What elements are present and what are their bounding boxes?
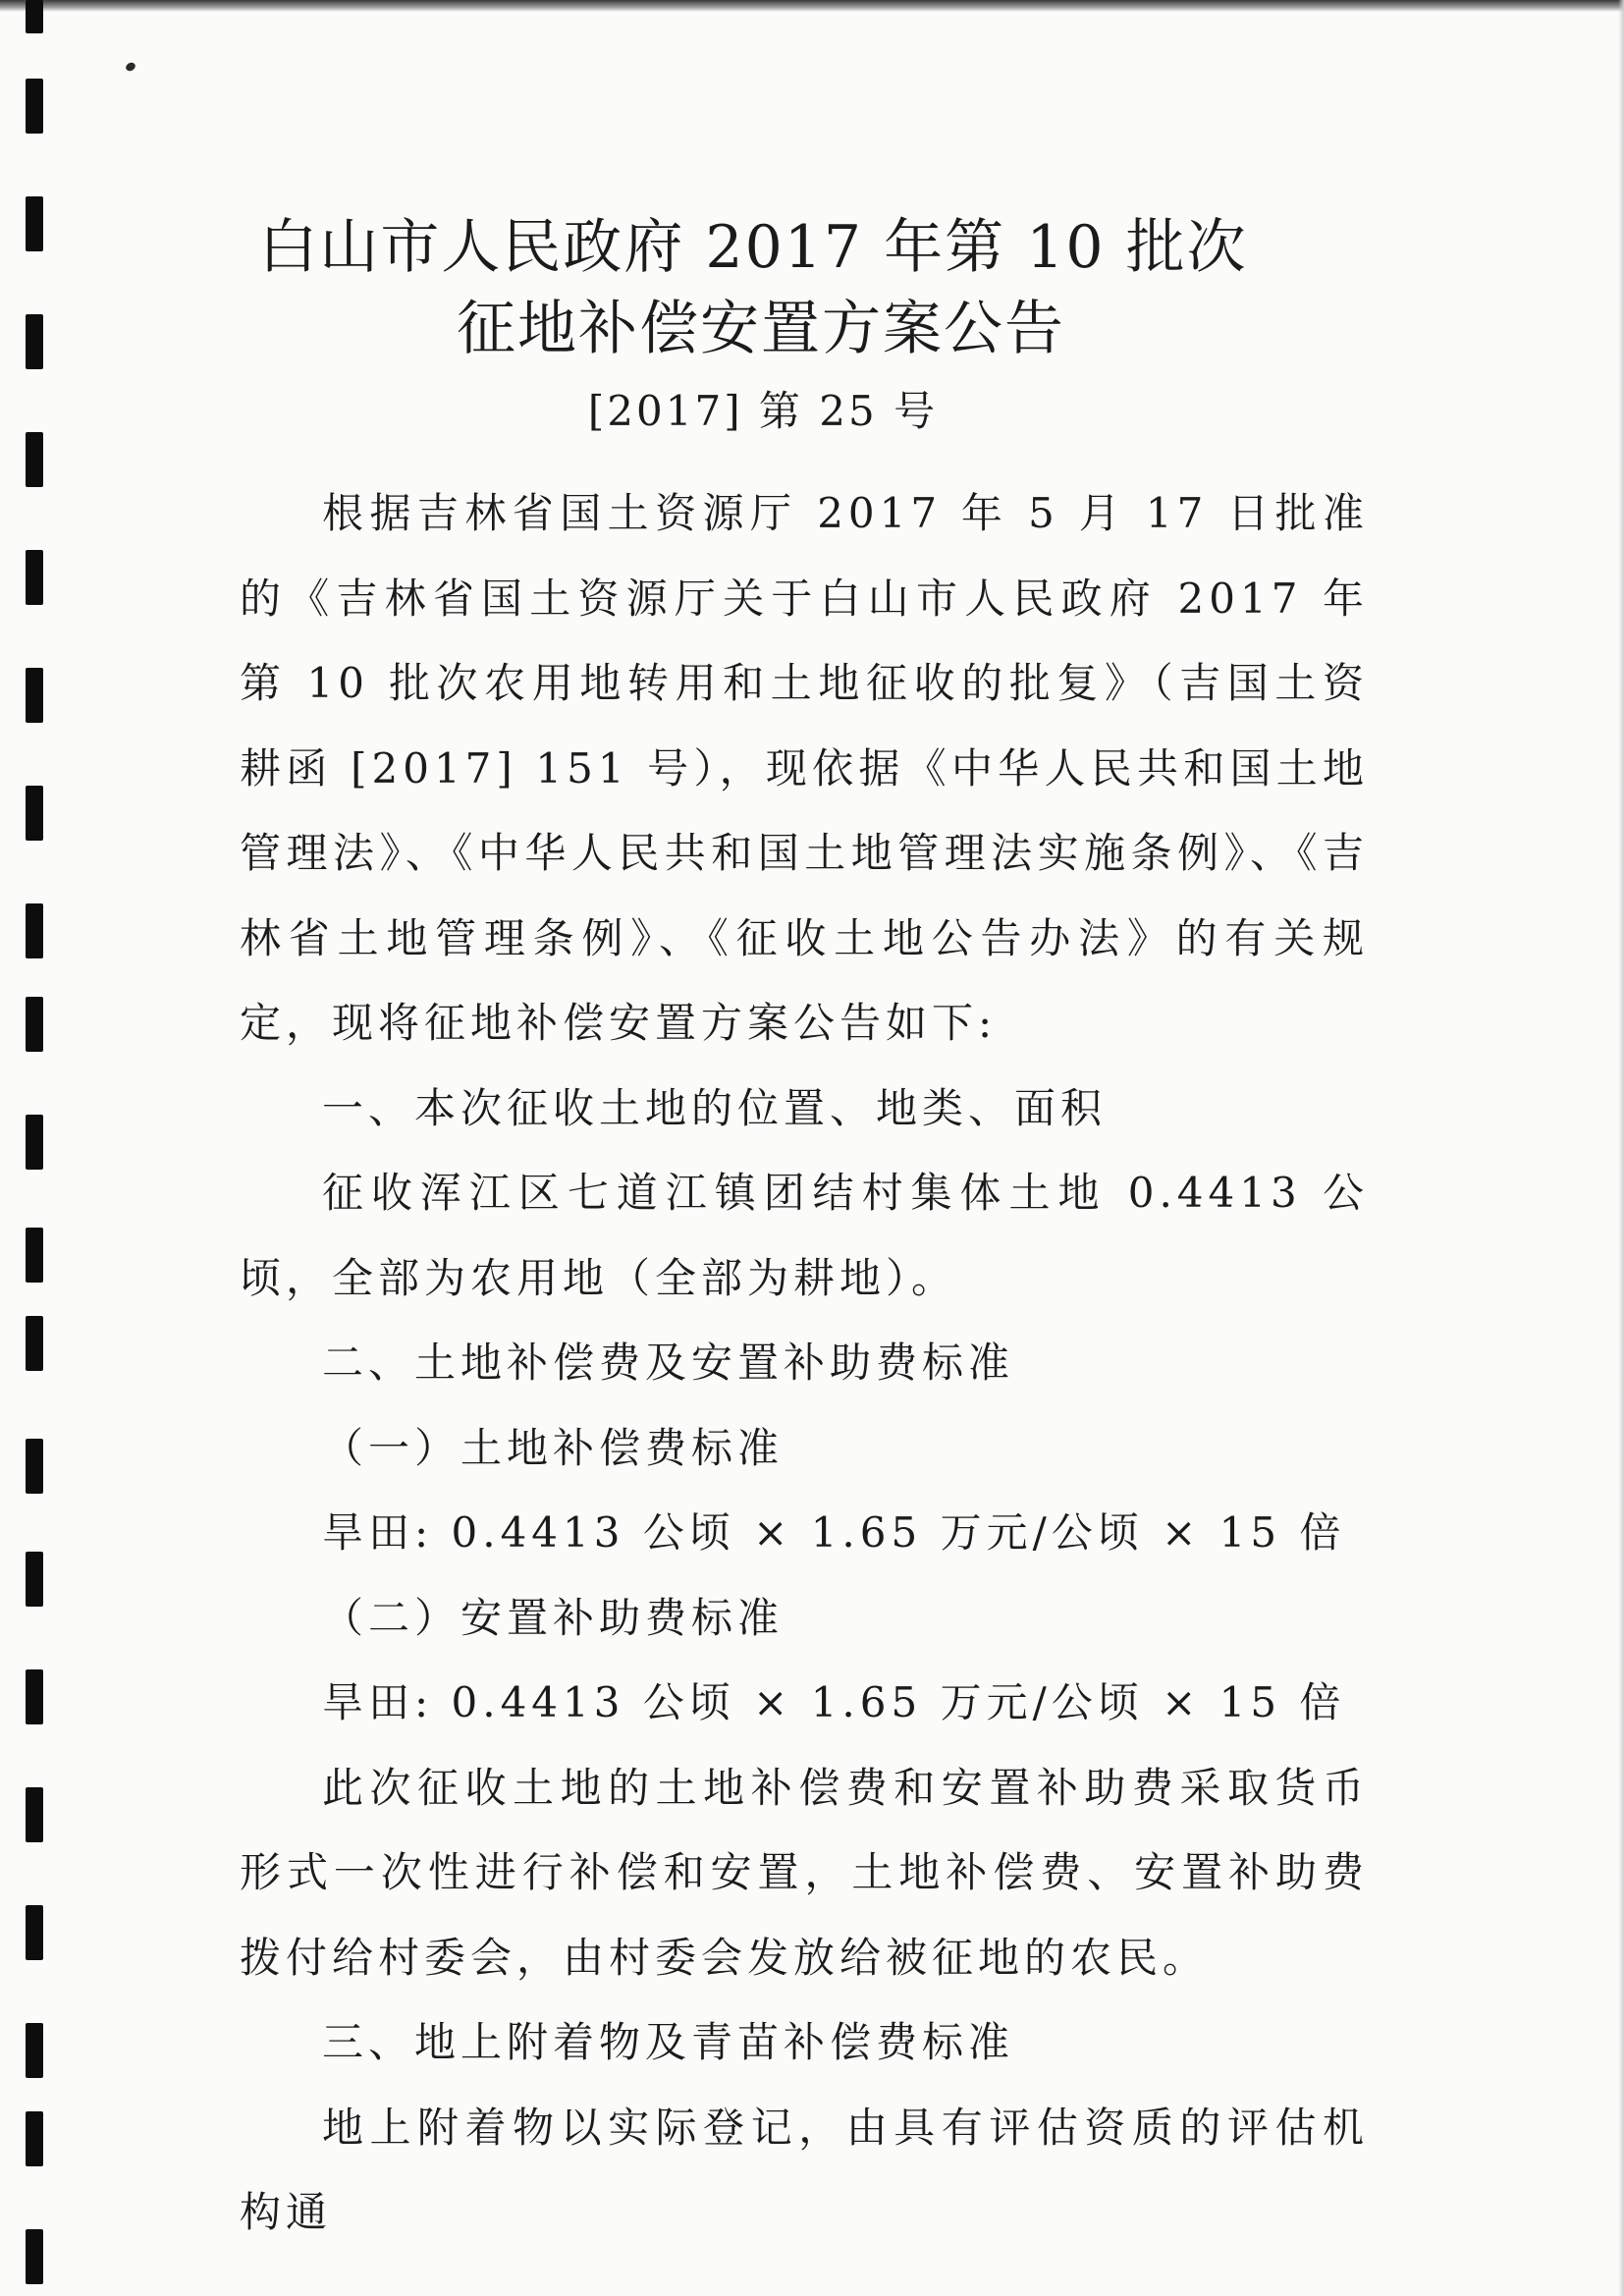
binding-hole: [26, 432, 43, 487]
binding-hole: [26, 903, 43, 958]
binding-hole: [26, 786, 43, 841]
binding-hole: [26, 1316, 43, 1371]
binding-hole: [26, 1669, 43, 1724]
binding-hole: [26, 2023, 43, 2078]
scan-right-edge: [1618, 0, 1624, 2296]
paragraph-payment: 此次征收土地的土地补偿费和安置补助费采取货币形式一次性进行补偿和安置，土地补偿费、安置补助费拨付给村委会，由村委会发放给被征地的农民。: [240, 1763, 1369, 1982]
binding-hole: [26, 2111, 43, 2166]
title-line-1: 白山市人民政府 2017 年第 10 批次: [258, 213, 1248, 282]
title-line-2: 征地补偿安置方案公告: [457, 295, 1065, 363]
binding-hole: [26, 2229, 43, 2284]
scan-speck: [125, 61, 137, 73]
section-heading-1: 一、本次征收土地的位置、地类、面积: [322, 1083, 1108, 1132]
binding-hole: [26, 1228, 43, 1283]
binding-hole: [26, 1905, 43, 1960]
binding-hole: [26, 1552, 43, 1607]
document-body: [240, 471, 1369, 2256]
calculation-line-2: 旱田: 0.4413 公顷 × 1.65 万元/公顷 × 15 倍: [322, 1678, 1346, 1726]
binding-hole: [26, 550, 43, 605]
paragraph-basis: 根据吉林省国土资源厅 2017 年 5 月 17 日批准的《吉林省国土资源厅关于白山市人民政府 2017 年第 10 批次农用地转用和土地征收的批复》（吉国土资耕函 [2017] 151 号），现依据《中华人民共和国土地管理法》、《中华人民共和国土地管理法实施条例》、《吉林省土地管理条例》、《征收土地公告办法》的有关规定，现将征地补偿安置方案公告如下:: [240, 489, 1369, 1047]
binding-hole: [26, 1439, 43, 1494]
document-number: [2017] 第 25 号: [587, 387, 939, 435]
subsection-heading-1: （一）土地补偿费标准: [322, 1423, 785, 1472]
section-heading-2: 二、土地补偿费及安置补助费标准: [322, 1339, 1015, 1387]
binding-hole: [26, 997, 43, 1052]
binding-hole: [26, 0, 43, 33]
binding-hole: [26, 79, 43, 134]
binding-hole: [26, 1787, 43, 1842]
binding-hole: [26, 668, 43, 723]
binding-hole: [26, 1115, 43, 1170]
subsection-heading-2: （二）安置补助费标准: [322, 1593, 785, 1642]
paragraph-attachments: 地上附着物以实际登记，由具有评估资质的评估机构通: [240, 2103, 1369, 2236]
scan-top-edge: [0, 0, 1624, 12]
calculation-line-1: 旱田: 0.4413 公顷 × 1.65 万元/公顷 × 15 倍: [322, 1508, 1346, 1557]
section-heading-3: 三、地上附着物及青苗补偿费标准: [322, 2018, 1015, 2066]
paragraph-location: 征收浑江区七道江镇团结村集体土地 0.4413 公顷，全部为农用地（全部为耕地）。: [240, 1169, 1369, 1302]
